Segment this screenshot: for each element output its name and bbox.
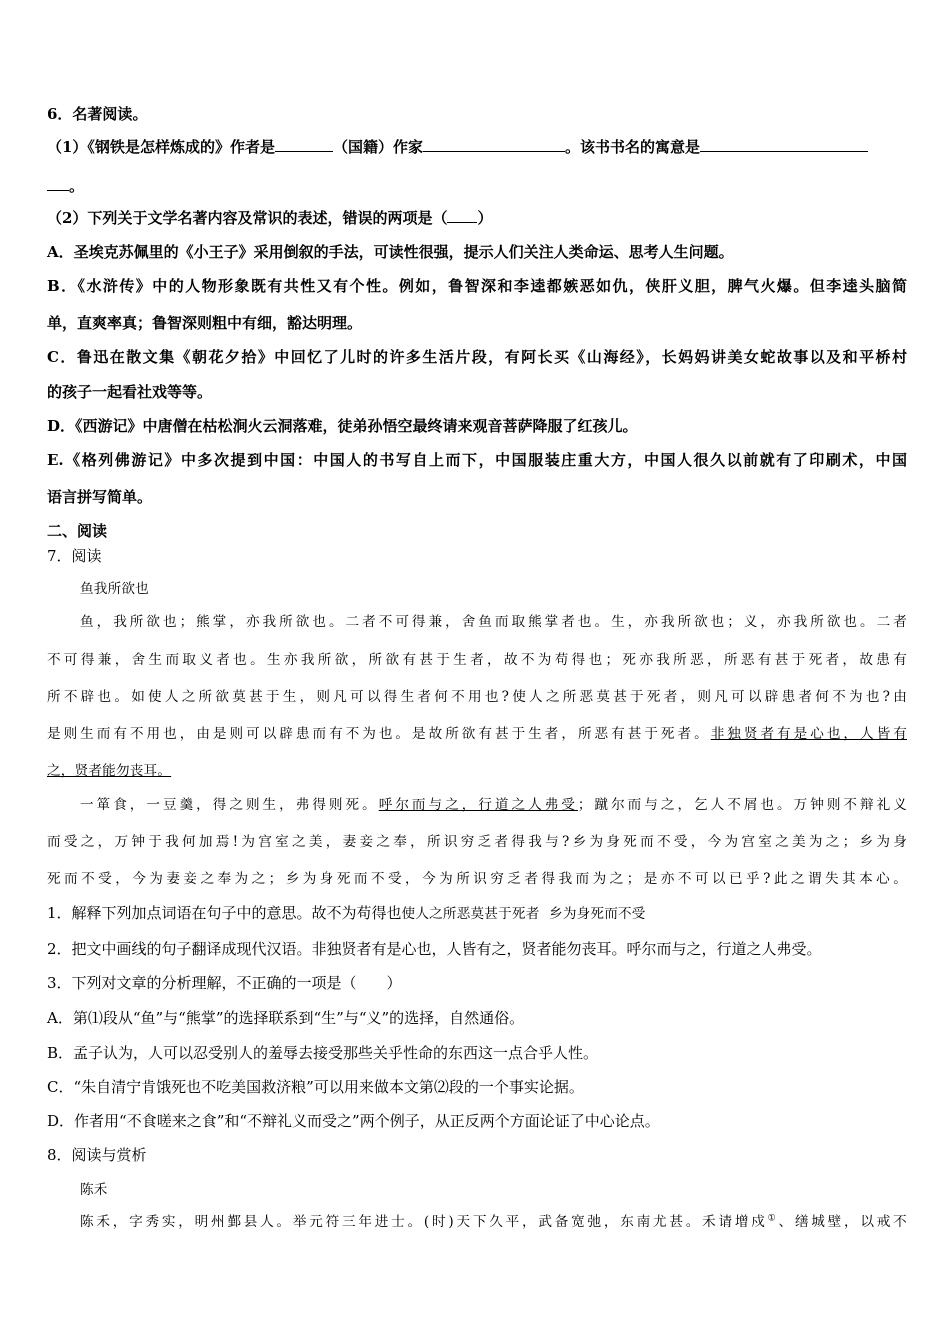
q6-part1-text-b: （国籍）作家 (332, 138, 423, 156)
q7-para1-line1: 鱼，我所欲也；熊掌，亦我所欲也。二者不可得兼，舍鱼而取熊掌者也。生，亦我所欲也；义，亦我所欲也。二者 (80, 614, 907, 630)
q6-option-e-line2: 语言拼写简单。 (47, 488, 153, 506)
q7-para2-line3: 死而不受，今为妻妾之奉为之；乡为身死而不受，今为所识穷乏者得我而为之；是亦不可以已乎?此之谓失其本心。 (47, 871, 907, 887)
q7-sub1-item2: 使人之所恶莫甚于死者 (401, 906, 540, 922)
q7-underlined-sentence-2: 呼尔而与之，行道之人弗受 (378, 797, 578, 813)
q8-para1-text-a: 陈禾，字秀实，明州鄞县人。举元符三年进士。(时)天下久平，武备宽弛，东南尤甚。禾请增戍 (80, 1214, 768, 1230)
q8-passage-title: 陈禾 (80, 1182, 108, 1198)
q6-part1-text-d: 。 (69, 177, 85, 195)
q7-para2-text-a: 一箪食，一豆羹，得之则生，弗得则死。 (80, 797, 379, 813)
answer-blank[interactable] (447, 207, 477, 223)
q7-para2-line1 (80, 795, 907, 815)
q7-underlined-sentence-1b: 之，贤者能勿丧耳。 (47, 763, 172, 779)
q7-para2-line2: 而受之，万钟于我何加焉!为宫室之美，妻妾之奉，所识穷乏者得我与?乡为身死而不受，今为宫室之美为之；乡为身 (47, 834, 907, 850)
q7-para1-line4 (47, 724, 907, 744)
q6-option-c-line1: C．鲁迅在散文集《朝花夕拾》中回忆了儿时的许多生活片段，有阿长买《山海经》，长妈妈讲美女蛇故事以及和平桥村 (47, 348, 907, 366)
q6-part1-line2 (47, 175, 907, 196)
q6-option-c-line2: 的孩子一起看社戏等等。 (47, 383, 213, 401)
q7-sub3-option-d: D．作者用“不食嗟来之食”和“不辩礼义而受之”两个例子，从正反两个方面论证了中心论点。 (47, 1112, 660, 1130)
q6-option-b-line1: B．《水浒传》中的人物形象既有共性又有个性。例如，鲁智深和李逵都嫉恶如仇，侠肝义胆，脾气火爆。但李逵头脑简 (47, 277, 907, 295)
q8-title: 8．阅读与赏析 (47, 1146, 147, 1164)
q6-option-b-line2: 单，直爽率真；鲁智深则粗中有细，豁达明理。 (47, 314, 363, 332)
q8-para1-line1 (80, 1212, 907, 1232)
section-heading: 二、阅读 (47, 522, 108, 540)
q6-option-d: D．《西游记》中唐僧在枯松涧火云洞落难，徒弟孙悟空最终请来观音菩萨降服了红孩儿。 (47, 417, 638, 435)
q6-option-a: A．圣埃克苏佩里的《小王子》采用倒叙的手法，可读性很强，提示人们关注人类命运、思考人生问题。 (47, 243, 734, 261)
q7-title: 7．阅读 (47, 547, 102, 565)
footnote-marker: ① (767, 1213, 779, 1224)
q8-para1-text-b: 、缮城壁，以戒不 (778, 1214, 907, 1230)
q7-sub3-option-c: C．“朱自清宁肯饿死也不吃美国救济粮”可以用来做本文第⑵段的一个事实论据。 (47, 1078, 584, 1096)
q7-underlined-sentence-1a: 非独贤者有是心也，人皆有 (710, 726, 907, 742)
q7-sub1-item3: 乡为身死而不受 (549, 906, 646, 922)
q7-sub3: 3．下列对文章的分析理解，不正确的一项是（ ） (47, 974, 402, 992)
q7-sub1-text: 1．解释下列加点词语在句子中的意思。故不为苟得也 (47, 904, 402, 922)
q6-title: 6．名著阅读。 (47, 105, 148, 123)
q6-part2-stem (47, 207, 907, 228)
author-name-blank[interactable] (423, 136, 565, 152)
q6-part1-text-a: （1）《钢铁是怎样炼成的》作者是 (47, 138, 275, 156)
q7-sub3-option-a: A．第⑴段从“鱼”与“熊掌”的选择联系到“生”与“义”的选择，自然通俗。 (47, 1009, 525, 1027)
q7-para1-line3: 所不辟也。如使人之所欲莫甚于生，则凡可以得生者何不用也?使人之所恶莫甚于死者，则凡可以辟患者何不为也?由 (47, 689, 907, 705)
q6-option-e-line1: E.《格列佛游记》中多次提到中国：中国人的书写自上而下，中国服装庄重大方，中国人很久以前就有了印刷术，中国 (47, 451, 907, 469)
q7-para1-line4-text: 是则生而有不用也，由是则可以辟患而有不为也。是故所欲有甚于生者，所恶有甚于死者。 (47, 726, 711, 742)
q7-para2-text-c: ；蹴尔而与之，乞人不屑也。万钟则不辩礼义 (577, 797, 908, 813)
q6-part2-close: ） (477, 209, 493, 227)
q6-part2-text: （2）下列关于文学名著内容及常识的表述，错误的两项是（ (47, 209, 448, 227)
title-meaning-blank[interactable] (700, 136, 868, 152)
q7-para1-line5 (47, 761, 907, 781)
q7-sub1 (47, 903, 907, 924)
q7-sub2: 2．把文中画线的句子翻译成现代汉语。非独贤者有是心也，人皆有之，贤者能勿丧耳。呼尔而与之，行道之人弗受。 (47, 940, 822, 958)
title-meaning-blank-cont[interactable] (47, 175, 69, 191)
q7-passage-title: 鱼我所欲也 (80, 581, 149, 597)
q7-para1-line2: 不可得兼，舍生而取义者也。生亦我所欲，所欲有甚于生者，故不为苟得也；死亦我所恶，所恶有甚于死者，故患有 (47, 652, 907, 668)
author-blank[interactable] (275, 136, 333, 152)
q7-sub3-option-b: B．孟子认为，人可以忍受别人的羞辱去接受那些关乎性命的东西这一点合乎人性。 (47, 1044, 599, 1062)
q6-part1-text-c: 。该书书名的寓意是 (564, 138, 700, 156)
q6-part1-line1 (47, 136, 907, 157)
